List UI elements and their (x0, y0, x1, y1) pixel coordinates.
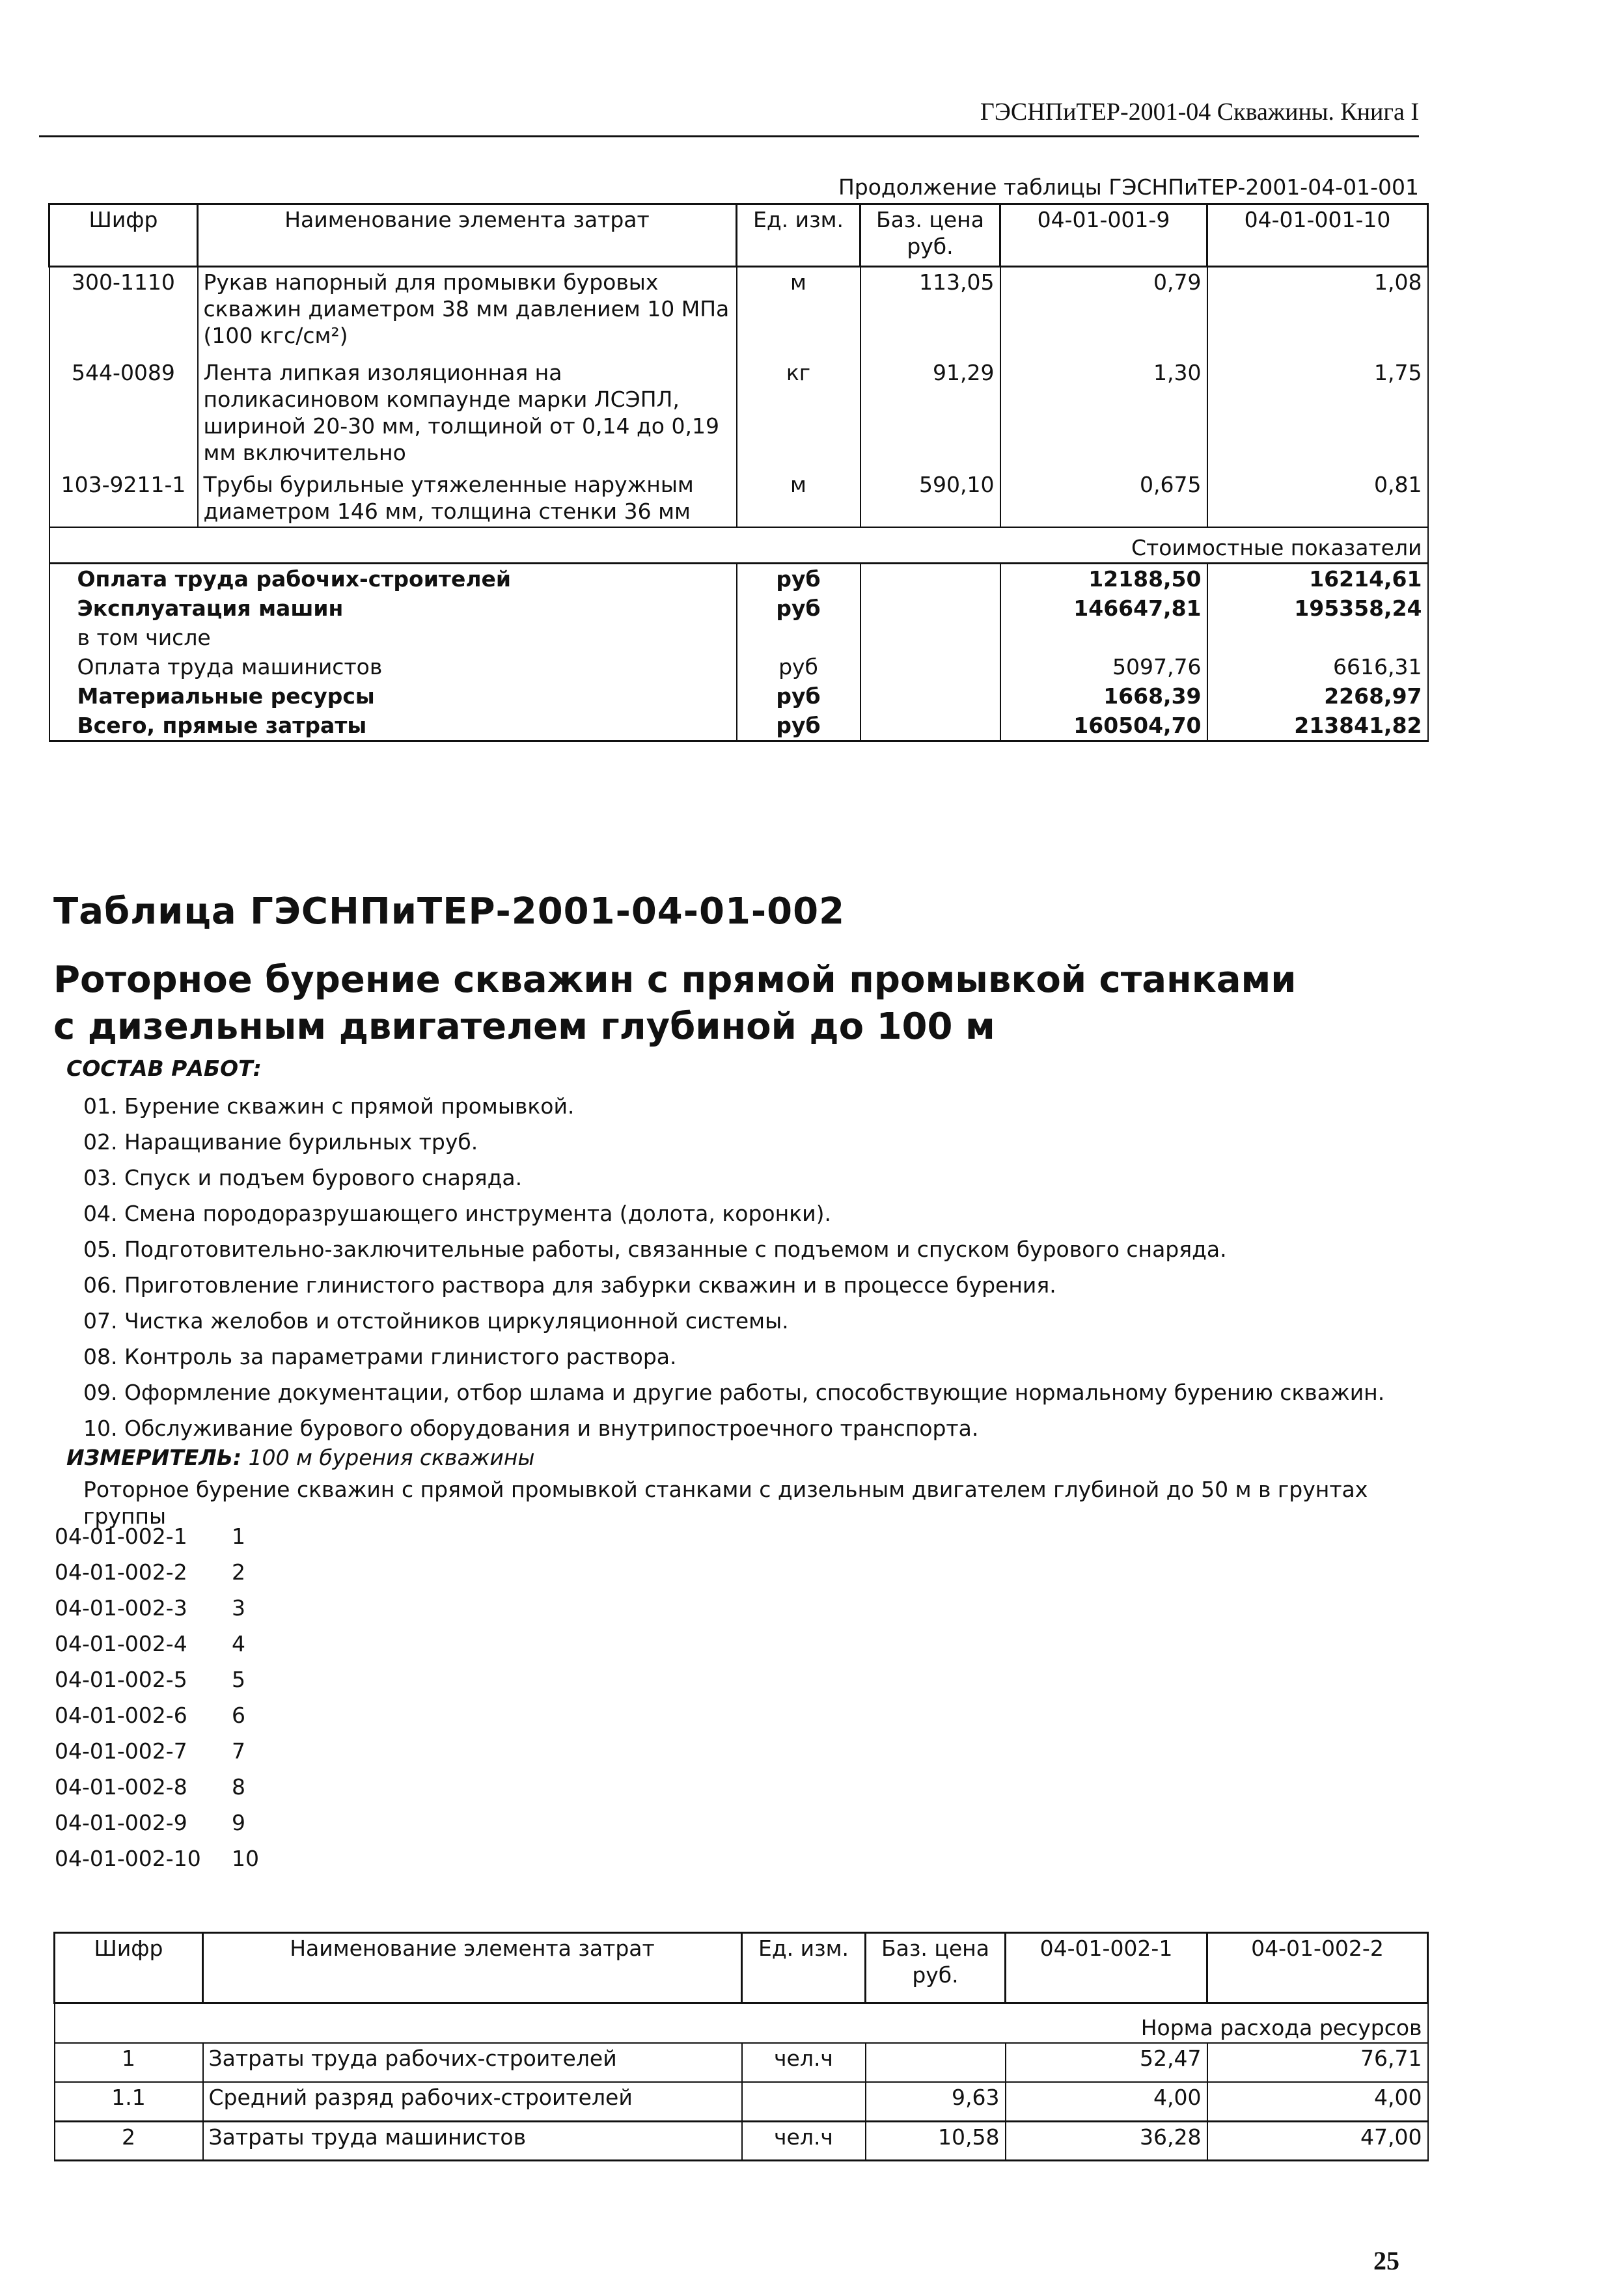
row-price: 9,63 (866, 2082, 1006, 2121)
summary-value-2 (1207, 623, 1428, 652)
summary-value-1: 146647,81 (1000, 594, 1207, 623)
soil-group: 1 (232, 1524, 245, 1549)
norm-code: 04-01-002-1 (55, 1524, 187, 1549)
summary-row (49, 594, 1428, 623)
row-value-1: 0,675 (1000, 470, 1207, 527)
row-unit: м (737, 267, 860, 358)
row-name: Затраты труда рабочих-строителей (203, 2043, 742, 2082)
norm-code: 04-01-002-2 (55, 1559, 187, 1585)
summary-name: в том числе (49, 623, 737, 652)
summary-price-empty (860, 711, 1000, 741)
work-item: 09. Оформление документации, отбор шлама и другие работы, способствующие нормальному бурению скважин. (83, 1380, 1385, 1405)
norm-code-row (55, 1518, 259, 1554)
summary-name: Оплата труда рабочих-строителей (49, 563, 737, 594)
summary-price-empty (860, 563, 1000, 594)
table-header-row (49, 204, 1428, 267)
norm-code-row (55, 1626, 259, 1662)
soil-group: 5 (232, 1667, 245, 1692)
summary-row (49, 652, 1428, 681)
summary-price-empty (860, 681, 1000, 711)
soil-group: 4 (232, 1631, 245, 1656)
header-code: Шифр (49, 204, 198, 267)
row-code: 2 (55, 2121, 203, 2160)
norm-code-row (55, 1733, 259, 1769)
row-code: 1 (55, 2043, 203, 2082)
row-price: 590,10 (860, 470, 1000, 527)
row-price: 113,05 (860, 267, 1000, 358)
norm-code-row (55, 1590, 259, 1626)
summary-value-1 (1000, 623, 1207, 652)
summary-unit: руб (737, 563, 860, 594)
row-value-1: 1,30 (1000, 358, 1207, 470)
header-col-9: 04-01-001-9 (1000, 204, 1207, 267)
work-item: 02. Наращивание бурильных труб. (83, 1129, 478, 1155)
norm-code: 04-01-002-4 (55, 1631, 187, 1656)
row-price: 91,29 (860, 358, 1000, 470)
summary-row (49, 711, 1428, 741)
row-unit: кг (737, 358, 860, 470)
row-name: Трубы бурильные утяжеленные наружным диаметром 146 мм, толщина стенки 36 мм (198, 470, 737, 527)
work-item: 05. Подготовительно-заключительные работы, связанные с подъемом и спуском бурового снаряда. (83, 1237, 1227, 1262)
summary-price-empty (860, 652, 1000, 681)
header-price: Баз. цена руб. (860, 204, 1000, 267)
summary-price-empty (860, 594, 1000, 623)
row-value-2: 76,71 (1207, 2043, 1428, 2082)
row-name: Затраты труда машинистов (203, 2121, 742, 2160)
header-unit: Ед. изм. (737, 204, 860, 267)
work-item: 08. Контроль за параметрами глинистого раствора. (83, 1344, 677, 1369)
summary-unit: руб (737, 711, 860, 741)
row-code: 544-0089 (49, 358, 198, 470)
norm-code-row (55, 1662, 259, 1697)
row-unit: чел.ч (742, 2043, 866, 2082)
work-item: 07. Чистка желобов и отстойников циркуляционной системы. (83, 1308, 789, 1334)
summary-name: Оплата труда машинистов (49, 652, 737, 681)
row-value-2: 1,08 (1207, 267, 1428, 358)
row-unit: м (737, 470, 860, 527)
header-rule (39, 135, 1419, 137)
table-title: Таблица ГЭСНПиТЕР-2001-04-01-002 (53, 890, 846, 933)
summary-value-2: 213841,82 (1207, 711, 1428, 741)
row-value-1: 4,00 (1006, 2082, 1207, 2121)
soil-group: 7 (232, 1738, 245, 1764)
summary-unit (737, 623, 860, 652)
table-row (49, 267, 1428, 358)
summary-row (49, 681, 1428, 711)
work-item: 01. Бурение скважин с прямой промывкой. (83, 1093, 575, 1119)
row-value-2: 47,00 (1207, 2121, 1428, 2160)
soil-group: 10 (232, 1846, 259, 1871)
summary-name: Материальные ресурсы (49, 681, 737, 711)
table-subtitle: Роторное бурение скважин с прямой промывкой станками с дизельным двигателем глубиной до 100 м (53, 959, 1297, 1048)
work-item: 06. Приготовление глинистого раствора для забурки скважин и в процессе бурения. (83, 1272, 1056, 1298)
header-col-2: 04-01-002-2 (1207, 1933, 1428, 2003)
soil-group: 6 (232, 1703, 245, 1728)
header-price: Баз. цена руб. (866, 1933, 1006, 2003)
row-code: 103-9211-1 (49, 470, 198, 527)
summary-price-empty (860, 623, 1000, 652)
work-item: 10. Обслуживание бурового оборудования и внутрипостроечного транспорта. (83, 1416, 979, 1441)
norm-code: 04-01-002-5 (55, 1667, 187, 1692)
summary-name: Всего, прямые затраты (49, 711, 737, 741)
header-name: Наименование элемента затрат (198, 204, 737, 267)
row-value-1: 52,47 (1006, 2043, 1207, 2082)
summary-row (49, 623, 1428, 652)
summary-row (49, 563, 1428, 594)
measurer (66, 1445, 534, 1470)
table-row (49, 470, 1428, 527)
norm-code: 04-01-002-8 (55, 1774, 187, 1800)
summary-name: Эксплуатация машин (49, 594, 737, 623)
table-row (55, 2043, 1428, 2082)
row-value-2: 1,75 (1207, 358, 1428, 470)
row-value-1: 0,79 (1000, 267, 1207, 358)
row-unit (742, 2082, 866, 2121)
running-header: ГЭСНПиТЕР-2001-04 Скважины. Книга I (980, 98, 1419, 126)
resource-table-04-01-001 (48, 203, 1429, 742)
summary-value-2: 195358,24 (1207, 594, 1428, 623)
header-unit: Ед. изм. (742, 1933, 866, 2003)
norm-code-row (55, 1769, 259, 1805)
row-name: Рукав напорный для промывки буровых скважин диаметром 38 мм давлением 10 МПа (100 кгс/см²) (198, 267, 737, 358)
summary-value-2: 6616,31 (1207, 652, 1428, 681)
table-row (55, 2082, 1428, 2121)
row-code: 1.1 (55, 2082, 203, 2121)
page-number: 25 (1373, 2246, 1399, 2275)
norm-code-row (55, 1805, 259, 1841)
soil-group: 2 (232, 1559, 245, 1585)
header-col-10: 04-01-001-10 (1207, 204, 1428, 267)
soil-group: 9 (232, 1810, 245, 1835)
table-row (49, 358, 1428, 470)
header-col-1: 04-01-002-1 (1006, 1933, 1207, 2003)
row-price: 10,58 (866, 2121, 1006, 2160)
summary-unit: руб (737, 681, 860, 711)
norm-code-row (55, 1697, 259, 1733)
summary-value-2: 2268,97 (1207, 681, 1428, 711)
norm-code-row (55, 1554, 259, 1590)
section-label-cost: Стоимостные показатели (49, 527, 1428, 564)
norm-code-list (55, 1518, 259, 1876)
row-name: Лента липкая изоляционная на поликасиновом компаунде марки ЛСЭПЛ, шириной 20-30 мм, толщиной от 0,14 до 0,19 мм включительно (198, 358, 737, 470)
norm-code: 04-01-002-7 (55, 1738, 187, 1764)
works-list (83, 1088, 1384, 1446)
section-label-row (49, 527, 1428, 564)
table-continuation-label: Продолжение таблицы ГЭСНПиТЕР-2001-04-01-001 (838, 174, 1419, 200)
row-unit: чел.ч (742, 2121, 866, 2160)
soil-group: 8 (232, 1774, 245, 1800)
header-code: Шифр (55, 1933, 203, 2003)
header-name: Наименование элемента затрат (203, 1933, 742, 2003)
norm-code-row (55, 1841, 259, 1876)
summary-value-2: 16214,61 (1207, 563, 1428, 594)
summary-value-1: 12188,50 (1000, 563, 1207, 594)
summary-value-1: 160504,70 (1000, 711, 1207, 741)
norm-code: 04-01-002-6 (55, 1703, 187, 1728)
section-label-norm: Норма расхода ресурсов (55, 2003, 1428, 2044)
work-item: 03. Спуск и подъем бурового снаряда. (83, 1165, 523, 1190)
summary-value-1: 1668,39 (1000, 681, 1207, 711)
row-value-1: 36,28 (1006, 2121, 1207, 2160)
works-heading: СОСТАВ РАБОТ: (66, 1056, 262, 1081)
summary-value-1: 5097,76 (1000, 652, 1207, 681)
norm-code: 04-01-002-9 (55, 1810, 187, 1835)
norm-code: 04-01-002-3 (55, 1595, 187, 1621)
measurer-label: ИЗМЕРИТЕЛЬ: (66, 1445, 242, 1470)
table-row (55, 2121, 1428, 2160)
row-value-2: 4,00 (1207, 2082, 1428, 2121)
resource-table-04-01-002 (53, 1932, 1429, 2161)
section-label-row (55, 2003, 1428, 2044)
table2-header-row (55, 1933, 1428, 2003)
summary-unit: руб (737, 652, 860, 681)
norm-code: 04-01-002-10 (55, 1846, 201, 1871)
row-code: 300-1110 (49, 267, 198, 358)
soil-group: 3 (232, 1595, 245, 1621)
work-item: 04. Смена породоразрушающего инструмента (долота, коронки). (83, 1201, 831, 1226)
summary-unit: руб (737, 594, 860, 623)
row-name: Средний разряд рабочих-строителей (203, 2082, 742, 2121)
measurer-description: Роторное бурение скважин с прямой промывкой станками с дизельным двигателем глубиной до 50 м в грунтах группы (83, 1477, 1368, 1529)
row-value-2: 0,81 (1207, 470, 1428, 527)
row-price (866, 2043, 1006, 2082)
measurer-value: 100 м бурения скважины (248, 1445, 535, 1470)
